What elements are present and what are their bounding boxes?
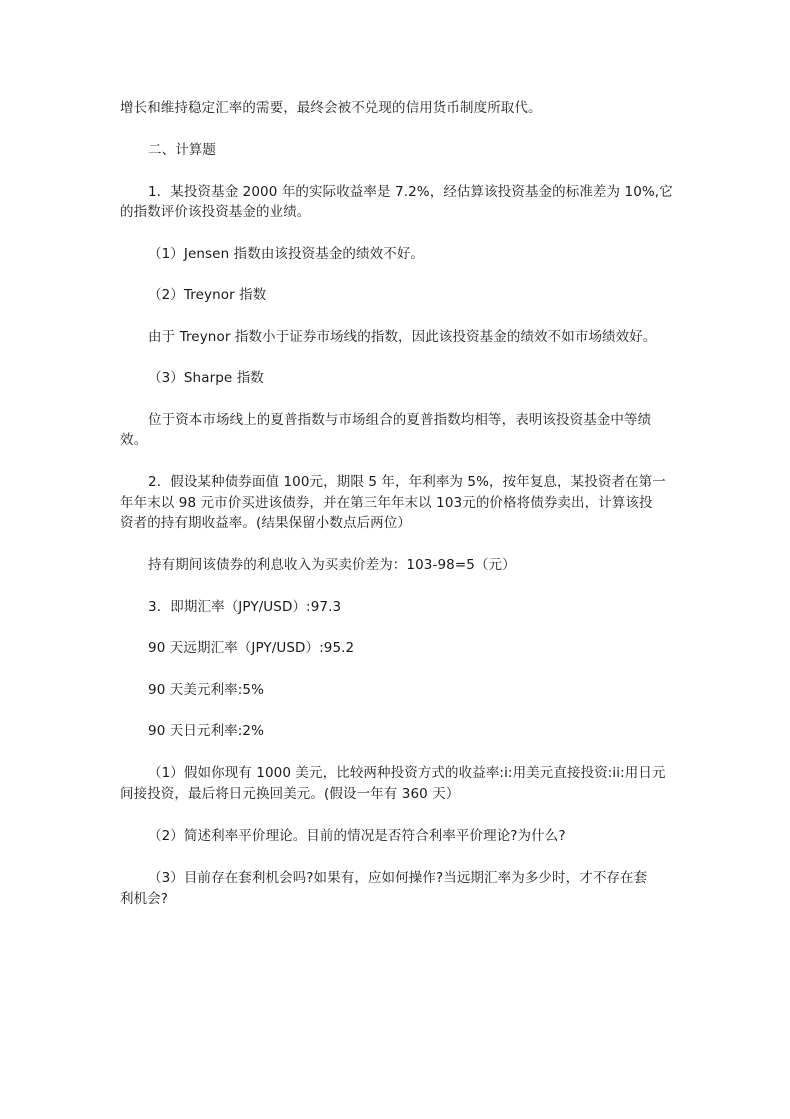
question-3-jpy-rate: 90 天日元利率:2% [148, 723, 265, 739]
question-1-line-2: 的指数评价该投资基金的业绩。 [120, 204, 311, 220]
question-2-line-2: 年年末以 98 元市价买进该债券，并在第三年年末以 103元的价格将债券卖出，计算该投 [120, 495, 653, 511]
question-3-spot-rate: 3．即期汇率（JPY/USD）:97.3 [148, 599, 342, 615]
answer-1-3-line-1: 位于资本市场线上的夏普指数与市场组合的夏普指数均相等，表明该投资基金中等绩 [148, 412, 652, 428]
answer-1-1: （1）Jensen 指数由该投资基金的绩效不好。 [148, 246, 425, 262]
question-2-line-1: 2．假设某种债券面值 100元，期限 5 年，年利率为 5%，按年复息，某投资者在第一 [148, 474, 666, 490]
question-3-forward-rate: 90 天远期汇率（JPY/USD）:95.2 [148, 640, 355, 656]
answer-1-2-text: 由于 Treynor 指数小于证券市场线的指数，因此该投资基金的绩效不如市场绩效好。 [148, 329, 657, 345]
answer-1-3-heading: （3）Sharpe 指数 [148, 370, 264, 386]
question-3-1-line-2: 间接投资，最后将日元换回美元。(假设一年有 360 天） [120, 786, 460, 802]
question-3-3-line-2: 利机会? [120, 891, 169, 907]
question-2-line-3: 资者的持有期收益率。(结果保留小数点后两位） [120, 515, 411, 531]
question-3-3-line-1: （3）目前存在套利机会吗?如果有，应如何操作?当远期汇率为多少时，才不存在套 [148, 870, 648, 886]
paragraph-line: 增长和维持稳定汇率的需要，最终会被不兑现的信用货币制度所取代。 [120, 100, 542, 116]
answer-1-3-line-2: 效。 [120, 432, 148, 448]
question-3-usd-rate: 90 天美元利率:5% [148, 682, 265, 698]
section-heading: 二、计算题 [148, 142, 216, 158]
question-3-2: （2）简述利率平价理论。目前的情况是否符合利率平价理论?为什么? [148, 828, 566, 844]
question-3-1-line-1: （1）假如你现有 1000 美元，比较两种投资方式的收益率:i:用美元直接投资:ii:用日元 [148, 765, 666, 781]
answer-1-2-heading: （2）Treynor 指数 [148, 287, 267, 303]
question-1-line-1: 1．某投资基金 2000 年的实际收益率是 7.2%，经估算该投资基金的标准差为 10%,它 [148, 184, 673, 200]
answer-2: 持有期间该债券的利息收入为买卖价差为：103-98=5（元） [148, 557, 516, 573]
